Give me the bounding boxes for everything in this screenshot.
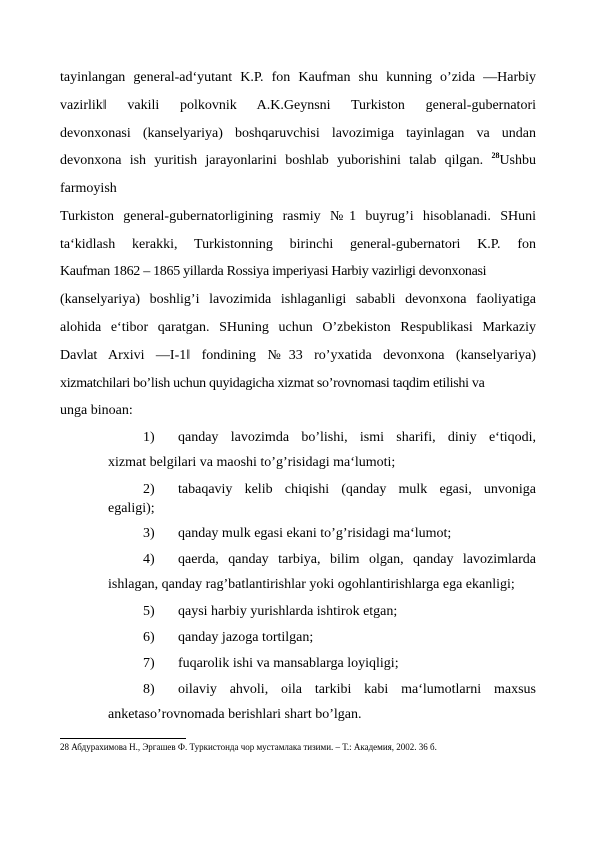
paragraph1-line4-text: devonxona ish yuritish jarayonlarini boshlab yuborishini talab qilgan.	[60, 153, 484, 168]
footnote-separator	[60, 738, 186, 739]
list-item-5-line1: qaysi harbiy yurishlarda ishtirok etgan;	[178, 604, 398, 619]
paragraph1-line4-end: Ushbu	[499, 153, 536, 168]
list-item-6-number: 6)	[143, 630, 155, 645]
list-item-8-line1: oilaviy ahvoli, oila tarkibi kabi ma‘lumotlarni maxsus	[178, 682, 536, 697]
paragraph2-line5: alohida e‘tibor qaratgan. SHuning uchun O’zbekiston Respublikasi Markaziy	[60, 320, 536, 335]
footnote-ref-28: 28	[491, 151, 500, 160]
paragraph2-line7: xizmatchilari bo’lish uchun quyidagicha xizmat so’rovnomasi taqdim etilishi va	[60, 376, 485, 391]
paragraph2-line2: ta‘kidlash kerakki, Turkistonning birinchi general-gubernatori K.P. fon	[60, 237, 536, 252]
paragraph1-line3: devonxonasi (kanselyariya) boshqaruvchisi lavozimiga tayinlagan va undan	[60, 126, 536, 141]
list-item-7-line1: fuqarolik ishi va mansablarga loyiqligi;	[178, 656, 399, 671]
paragraph2-line1: Turkiston general-gubernatorligining rasmiy №1 buyrug’i hisoblanadi. SHuni	[60, 209, 536, 224]
list-item-2-number: 2)	[143, 482, 155, 497]
paragraph1-line2: vazirlik‖ vakili polkovnik A.K.Geynsni Turkiston general-gubernatori	[60, 98, 536, 113]
paragraph2-line6: Davlat Arxivi ―I-1‖ fondining №33 ro’yxatida devonxona (kanselyariya)	[60, 348, 536, 363]
paragraph1-line5: farmoyish	[60, 181, 117, 196]
list-item-7-number: 7)	[143, 656, 155, 671]
list-item-2-line2: egaligi);	[108, 501, 155, 516]
list-item-1-line2: xizmat belgilari va maoshi to’g’risidagi ma‘lumoti;	[108, 455, 396, 470]
list-item-4-number: 4)	[143, 552, 155, 567]
paragraph2-line8: unga binoan:	[60, 403, 133, 418]
list-item-1-number: 1)	[143, 430, 155, 445]
paragraph1-line1: tayinlangan general-ad‘yutant K.P. fon Kaufman shu kunning o’zida ―Harbiy	[60, 70, 536, 85]
list-item-8-line2: anketaso’rovnomada berishlari shart bo’lgan.	[108, 707, 362, 722]
list-item-8-number: 8)	[143, 682, 155, 697]
footnote-28: 28 Абдурахимова Н., Эргашев Ф. Туркистонда чор мустамлака тизими. – Т.: Академия, 2002. 36 б.	[60, 742, 437, 752]
list-item-3-number: 3)	[143, 526, 155, 541]
paragraph2-line3: Kaufman 1862 – 1865 yillarda Rossiya imperiyasi Harbiy vazirligi devonxonasi	[60, 264, 487, 279]
list-item-1-line1: qanday lavozimda bo’lishi, ismi sharifi, diniy e‘tiqodi,	[178, 430, 536, 445]
list-item-5-number: 5)	[143, 604, 155, 619]
paragraph1-line4	[60, 153, 536, 169]
list-item-3-line1: qanday mulk egasi ekani to’g’risidagi ma‘lumot;	[178, 526, 452, 541]
list-item-4-line2: ishlagan, qanday rag’batlantirishlar yoki ogohlantirishlarga ega ekanligi;	[108, 577, 515, 592]
list-item-6-line1: qanday jazoga tortilgan;	[178, 630, 314, 645]
paragraph2-line4: (kanselyariya) boshlig’i lavozimida ishlaganligi sababli devonxona faoliyatiga	[60, 292, 536, 307]
list-item-4-line1: qaerda, qanday tarbiya, bilim olgan, qanday lavozimlarda	[178, 552, 536, 567]
list-item-2-line1: tabaqaviy kelib chiqishi (qanday mulk egasi, unvoniga	[178, 482, 536, 497]
